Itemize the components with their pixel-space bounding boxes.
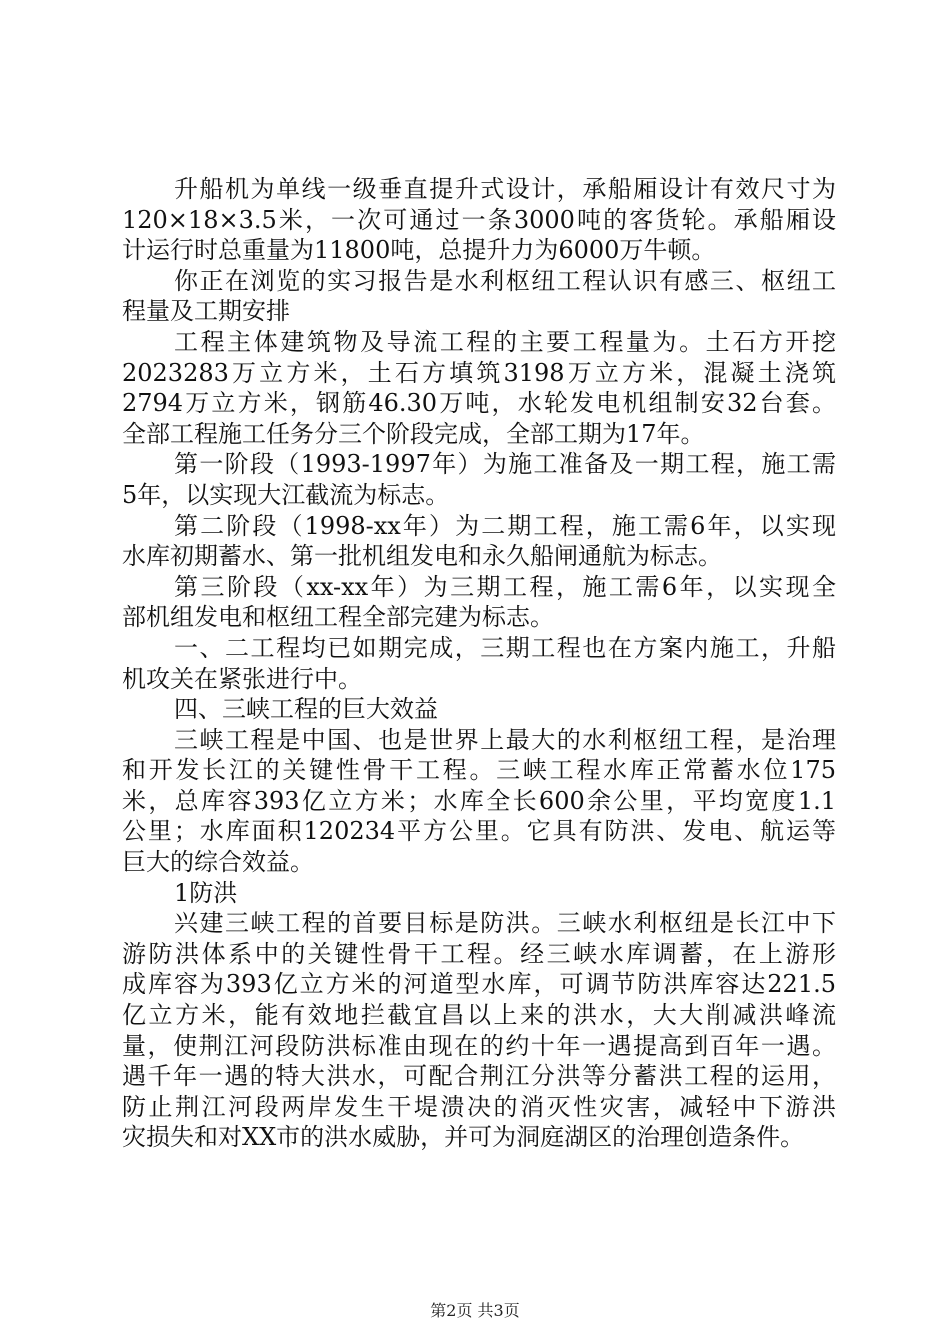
text-line: 程量及工期安排 <box>122 297 290 326</box>
text-line: 公里；水库面积120234平方公里。它具有防洪、发电、航运等 <box>122 817 836 846</box>
paragraph <box>122 266 836 327</box>
text-line: 四、三峡工程的巨大效益 <box>174 695 438 724</box>
paragraph <box>122 908 836 1153</box>
text-line: 遇千年一遇的特大洪水，可配合荆江分洪等分蓄洪工程的运用， <box>122 1062 836 1091</box>
text-line: 游防洪体系中的关键性骨干工程。经三峡水库调蓄，在上游形 <box>122 939 836 968</box>
page-footer: 第2页 共3页 <box>430 1301 520 1320</box>
text-line: 灾损失和对XX市的洪水威胁，并可为洞庭湖区的治理创造条件。 <box>122 1123 805 1152</box>
paragraph <box>122 878 836 909</box>
text-line: 你正在浏览的实习报告是水利枢纽工程认识有感三、枢纽工 <box>174 266 836 295</box>
paragraph <box>122 174 836 266</box>
text-line: 120×18×3.5米，一次可通过一条3000吨的客货轮。承船厢设 <box>122 205 836 234</box>
text-line: 第三阶段（xx-xx年）为三期工程，施工需6年，以实现全 <box>174 572 836 601</box>
text-line: 水库初期蓄水、第一批机组发电和永久船闸通航为标志。 <box>122 542 722 571</box>
text-line: 第二阶段（1998-xx年）为二期工程，施工需6年，以实现 <box>174 511 836 540</box>
text-line: 三峡工程是中国、也是世界上最大的水利枢纽工程，是治理 <box>174 725 836 754</box>
paragraph <box>122 725 836 878</box>
paragraph <box>122 694 836 725</box>
paragraph <box>122 327 836 449</box>
text-line: 2023283万立方米，土石方填筑3198万立方米，混凝土浇筑 <box>122 358 836 387</box>
text-line: 机攻关在紧张进行中。 <box>122 664 362 693</box>
text-line: 5年，以实现大江截流为标志。 <box>122 480 450 509</box>
paragraph <box>122 633 836 694</box>
text-line: 成库容为393亿立方米的河道型水库，可调节防洪库容达221.5 <box>122 970 836 999</box>
text-line: 1防洪 <box>174 878 238 907</box>
text-line: 2794万立方米，钢筋46.30万吨，水轮发电机组制安32台套。 <box>122 389 836 418</box>
document-body <box>122 174 836 1153</box>
text-line: 亿立方米，能有效地拦截宜昌以上来的洪水，大大削减洪峰流 <box>122 1001 836 1030</box>
paragraph <box>122 449 836 510</box>
text-line: 量，使荆江河段防洪标准由现在的约十年一遇提高到百年一遇。 <box>122 1031 836 1060</box>
text-line: 部机组发电和枢纽工程全部完建为标志。 <box>122 603 554 632</box>
text-line: 计运行时总重量为11800吨，总提升力为6000万牛顿。 <box>122 236 716 265</box>
text-line: 防止荆江河段两岸发生干堤溃决的消灭性灾害，减轻中下游洪 <box>122 1092 836 1121</box>
paragraph <box>122 511 836 572</box>
text-line: 兴建三峡工程的首要目标是防洪。三峡水利枢纽是长江中下 <box>174 909 836 938</box>
text-line: 和开发长江的关键性骨干工程。三峡工程水库正常蓄水位175 <box>122 756 836 785</box>
text-line: 全部工程施工任务分三个阶段完成，全部工期为17年。 <box>122 419 705 448</box>
text-line: 巨大的综合效益。 <box>122 848 314 877</box>
text-line: 工程主体建筑物及导流工程的主要工程量为。土石方开挖 <box>174 327 836 356</box>
text-line: 一、二工程均已如期完成，三期工程也在方案内施工，升船 <box>174 633 836 662</box>
text-line: 升船机为单线一级垂直提升式设计，承船厢设计有效尺寸为 <box>174 175 836 203</box>
text-line: 第一阶段（1993-1997年）为施工准备及一期工程，施工需 <box>174 450 836 479</box>
text-line: 米，总库容393亿立方米；水库全长600余公里，平均宽度1.1 <box>122 786 836 815</box>
paragraph <box>122 572 836 633</box>
